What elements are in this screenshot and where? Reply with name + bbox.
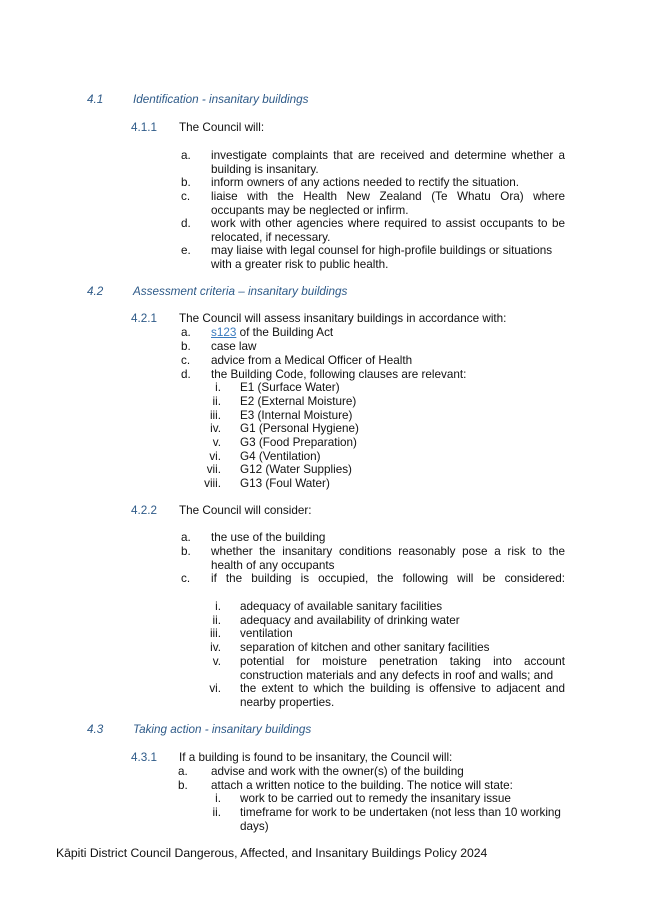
list-item: advise and work with the owner(s) of the building [211, 765, 464, 778]
list-label: a. [181, 149, 191, 162]
list-item: ventilation [240, 627, 293, 640]
list-label: b. [181, 176, 191, 189]
section-4-2-number: 4.2 [87, 285, 104, 298]
list-item: E3 (Internal Moisture) [240, 409, 353, 422]
section-4-1-title: Identification - insanitary buildings [133, 93, 309, 106]
section-4-3-number: 4.3 [87, 723, 104, 736]
list-item: G3 (Food Preparation) [240, 436, 357, 449]
list-item: timeframe for work to be undertaken (not less than 10 working days) [240, 806, 561, 833]
clause-4-2-1-intro: The Council will assess insanitary buildings in accordance with: [179, 312, 507, 325]
list-label: iii. [209, 409, 221, 422]
page-footer: Kāpiti District Council Dangerous, Affected, and Insanitary Buildings Policy 2024 [56, 846, 488, 860]
list-label: ii. [212, 806, 221, 819]
list-label: b. [178, 779, 188, 792]
list-item: the use of the building [211, 531, 326, 544]
clause-4-1-1-number: 4.1.1 [131, 121, 157, 134]
list-item: adequacy and availability of drinking water [240, 614, 460, 627]
list-item: the extent to which the building is offensive to adjacent and nearby properties. [240, 682, 565, 709]
clause-4-2-1-number: 4.2.1 [131, 312, 157, 325]
list-item-text: of the Building Act [236, 326, 334, 339]
list-item: potential for moisture penetration taking into account construction materials and any defects in roof and walls; and [240, 655, 565, 682]
section-4-1-number: 4.1 [87, 93, 104, 106]
list-label: b. [181, 545, 191, 558]
list-item [211, 326, 333, 340]
list-item: G13 (Foul Water) [240, 477, 330, 490]
clause-4-3-1-number: 4.3.1 [131, 751, 157, 764]
list-label: d. [181, 217, 191, 230]
list-item: work to be carried out to remedy the insanitary issue [240, 792, 511, 805]
list-label: e. [181, 244, 191, 257]
list-label: c. [181, 572, 191, 585]
list-item: if the building is occupied, the following will be considered: [211, 572, 565, 585]
section-4-2-title: Assessment criteria – insanitary buildings [133, 285, 348, 298]
s123-link[interactable]: s123 [211, 326, 237, 339]
list-item: investigate complaints that are received and determine whether a building is insanitary. [211, 149, 565, 176]
list-item: work with other agencies where required to assist occupants to be relocated, if necessary. [211, 217, 565, 244]
list-label: viii. [204, 477, 221, 490]
list-label: d. [181, 368, 191, 381]
list-item: case law [211, 340, 257, 353]
clause-4-1-1-intro: The Council will: [179, 121, 265, 134]
list-label: vi. [209, 682, 221, 695]
list-label: iv. [210, 641, 221, 654]
list-item: G1 (Personal Hygiene) [240, 422, 359, 435]
section-4-3-title: Taking action - insanitary buildings [133, 723, 312, 736]
list-item: liaise with the Health New Zealand (Te Whatu Ora) where occupants may be neglected or infirm. [211, 190, 565, 217]
list-label: a. [178, 765, 188, 778]
list-item: G12 (Water Supplies) [240, 463, 352, 476]
list-label: v. [212, 655, 221, 668]
list-item: E1 (Surface Water) [240, 381, 340, 394]
list-label: iii. [209, 627, 221, 640]
list-label: vi. [209, 450, 221, 463]
list-label: a. [181, 531, 191, 544]
list-label: v. [212, 436, 221, 449]
list-item: whether the insanitary conditions reasonably pose a risk to the health of any occupants [211, 545, 565, 572]
list-item: attach a written notice to the building. The notice will state: [211, 779, 513, 792]
list-item: the Building Code, following clauses are relevant: [211, 368, 467, 381]
list-label: vii. [206, 463, 221, 476]
list-label: iv. [210, 422, 221, 435]
list-label: c. [181, 190, 191, 203]
list-item: separation of kitchen and other sanitary facilities [240, 641, 490, 654]
list-item: advice from a Medical Officer of Health [211, 354, 413, 367]
list-label: a. [181, 326, 191, 339]
list-item: E2 (External Moisture) [240, 395, 357, 408]
list-label: i. [215, 792, 221, 805]
list-label: b. [181, 340, 191, 353]
clause-4-3-1-intro: If a building is found to be insanitary, the Council will: [179, 751, 453, 764]
list-label: c. [181, 354, 191, 367]
list-item: may liaise with legal counsel for high-profile buildings or situations with a greater risk to public health. [211, 244, 553, 271]
list-label: i. [215, 381, 221, 394]
list-item: inform owners of any actions needed to rectify the situation. [211, 176, 519, 189]
list-item: G4 (Ventilation) [240, 450, 321, 463]
list-label: ii. [212, 395, 221, 408]
list-label: ii. [212, 614, 221, 627]
list-label: i. [215, 600, 221, 613]
list-item: adequacy of available sanitary facilities [240, 600, 443, 613]
clause-4-2-2-number: 4.2.2 [131, 504, 157, 517]
clause-4-2-2-intro: The Council will consider: [179, 504, 312, 517]
